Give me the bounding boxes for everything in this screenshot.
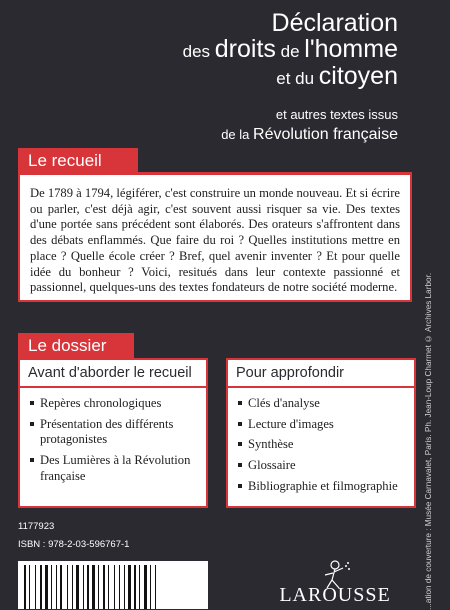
barcode-bar xyxy=(67,565,68,609)
dossier-left-box xyxy=(18,358,208,508)
recueil-label: Le recueil xyxy=(18,148,138,175)
list-item: Synthèse xyxy=(248,437,406,453)
barcode xyxy=(18,561,208,609)
barcode-bar xyxy=(24,565,26,609)
recueil-text-box xyxy=(18,172,412,302)
barcode-bar xyxy=(108,565,109,609)
dossier-label: Le dossier xyxy=(18,333,134,360)
barcode-bar xyxy=(51,565,52,609)
dossier-left-list xyxy=(20,388,206,485)
product-code: 1177923 xyxy=(18,521,55,532)
barcode-bar xyxy=(87,565,89,609)
title-word-emph: citoyen xyxy=(318,61,398,90)
list-item: Lecture d'images xyxy=(248,417,406,433)
barcode-bar xyxy=(76,565,79,609)
subtitle-word-emph: Révolution française xyxy=(253,125,398,143)
barcode-bar xyxy=(114,565,115,609)
list-item: Glossaire xyxy=(248,458,406,474)
list-item: Repères chronologiques xyxy=(40,396,198,412)
barcode-bar xyxy=(119,565,120,609)
subtitle-line-1: et autres textes issus xyxy=(275,107,398,122)
barcode-bar xyxy=(56,565,57,609)
barcode-bar xyxy=(124,565,125,609)
subtitle xyxy=(221,106,398,145)
barcode-bar xyxy=(60,565,62,609)
barcode-bar xyxy=(155,565,156,609)
barcode-bar xyxy=(29,565,30,609)
barcode-bar xyxy=(128,565,131,609)
isbn: ISBN : 978-2-03-596767-1 xyxy=(18,539,130,550)
dossier-right-heading: Pour approfondir xyxy=(228,360,414,388)
title-word: des xyxy=(182,42,211,62)
barcode-bar xyxy=(40,565,42,609)
barcode-bar xyxy=(144,565,147,609)
barcode-bar xyxy=(150,565,151,609)
dossier-right-box xyxy=(226,358,416,508)
title-word-emph: droits xyxy=(214,35,276,64)
publisher-name: LAROUSSE xyxy=(279,584,391,606)
barcode-bar xyxy=(98,565,99,609)
list-item: Clés d'analyse xyxy=(248,396,406,412)
subtitle-word: de la xyxy=(221,126,250,142)
subtitle-line-2 xyxy=(221,124,398,146)
barcode-bar xyxy=(139,565,140,609)
list-item: Des Lumières à la Révolution française xyxy=(40,453,198,484)
recueil-text: De 1789 à 1794, légiférer, c'est construire un monde nouveau. Et si écrire ou parler, c'est déjà agir, c'est souvent aussi risquer sa vie. Des textes d'une portée sans précédent sont élaborés. Des orateurs s'affrontent dans des débats enflammés. Que faire du roi ? Quelles institutions mettre en place ? Quelle école créer ? Bref, quel avenir inventer ? Et pour quelle idée du bonheur ? Voici, resitués dans leur contexte passionné et passionnel, quelques-uns des textes fondateurs de notre société moderne. xyxy=(30,186,401,295)
barcode-bar xyxy=(72,565,73,609)
barcode-bar xyxy=(35,565,36,609)
dossier-left-heading: Avant d'aborder le recueil xyxy=(20,360,206,388)
publisher-logo xyxy=(260,556,410,609)
title-line-1: Déclaration xyxy=(271,9,398,37)
barcode-bar xyxy=(83,565,84,609)
barcode-bar xyxy=(45,565,48,609)
barcode-bar xyxy=(134,565,136,609)
title-line-2 xyxy=(183,36,398,62)
cover-credit: ...ation de couverture : Musée Carnavalet, Paris. Ph. Jean-Loup Charmet © Archives Larbor. xyxy=(424,272,433,610)
title-line-3 xyxy=(183,63,398,89)
dossier-right-list xyxy=(228,388,414,495)
title-word-emph: l'homme xyxy=(304,35,398,64)
title-word: et du xyxy=(276,68,315,88)
barcode-bar xyxy=(103,565,105,609)
barcode-bar xyxy=(92,565,95,609)
title-block xyxy=(183,10,398,89)
list-item: Bibliographie et filmographie xyxy=(248,479,406,495)
list-item: Présentation des différents protagonistes xyxy=(40,417,198,448)
title-word: de xyxy=(280,42,300,62)
